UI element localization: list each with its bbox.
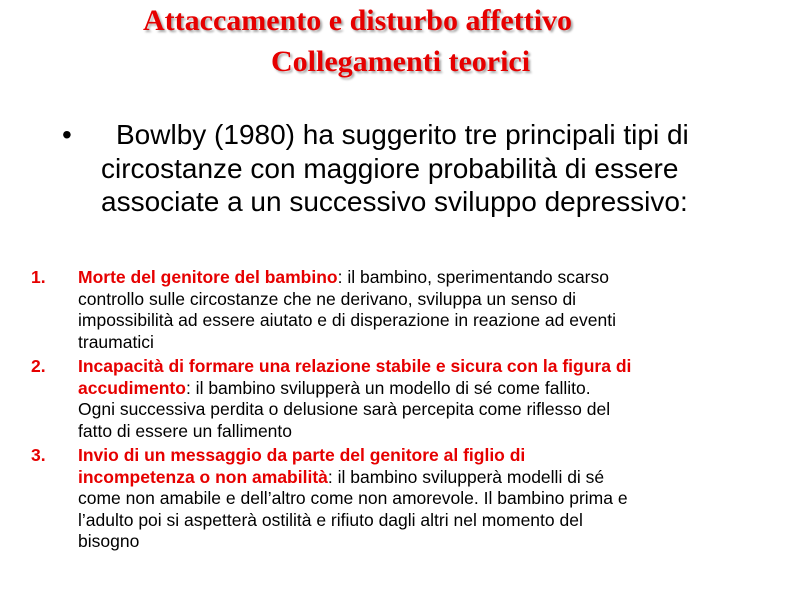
item-line: controllo sulle circostanze che ne derivano, sviluppa un senso di [78,288,577,309]
item-heading: accudimento [78,377,186,398]
list-item [31,356,791,442]
intro-line: Bowlby (1980) ha suggerito tre principali tipi di [116,119,689,150]
item-line [78,467,791,489]
intro-line: circostanze con maggiore probabilità di essere [101,152,679,184]
item-number: 2. [31,356,46,376]
intro-line: associate a un successivo sviluppo depressivo: [101,186,688,217]
item-line: impossibilità ad essere aiutato e di disperazione in reazione ad eventi [78,310,616,330]
list-item [31,267,791,353]
numbered-list [31,267,791,556]
list-item [31,445,791,553]
item-line: come non amabile e dell’altro come non amorevole. Il bambino prima e [78,488,628,508]
item-heading: Invio di un messaggio da parte del genitore al figlio di [78,445,526,465]
item-line [78,267,791,289]
item-text: : il bambino svilupperà modelli di sé [327,466,605,487]
item-line: Ogni successiva perdita o delusione sarà percepita come riflesso del [78,399,611,419]
item-heading: incompetenza o non amabilità [78,466,328,487]
item-line: traumatici [78,331,154,352]
slide-title: Attaccamento e disturbo affettivo [143,4,573,37]
item-line [78,378,791,400]
item-number: 3. [31,445,46,465]
bullet-icon: • [62,119,72,150]
item-line: fatto di essere un fallimento [78,420,293,441]
item-line: l’adulto poi si aspetterà ostilità e rifiuto dagli altri nel momento del [78,509,583,530]
item-text: : il bambino svilupperà un modello di sé come fallito. [185,377,591,398]
item-line: bisogno [78,531,140,551]
intro-bullet-paragraph [62,118,797,219]
item-number: 1. [31,267,46,287]
slide-subtitle: Collegamenti teorici [271,45,531,78]
item-text: : il bambino, sperimentando scarso [337,267,609,287]
item-heading: Morte del genitore del bambino [78,267,338,287]
item-heading: Incapacità di formare una relazione stabile e sicura con la figura di [78,356,632,376]
